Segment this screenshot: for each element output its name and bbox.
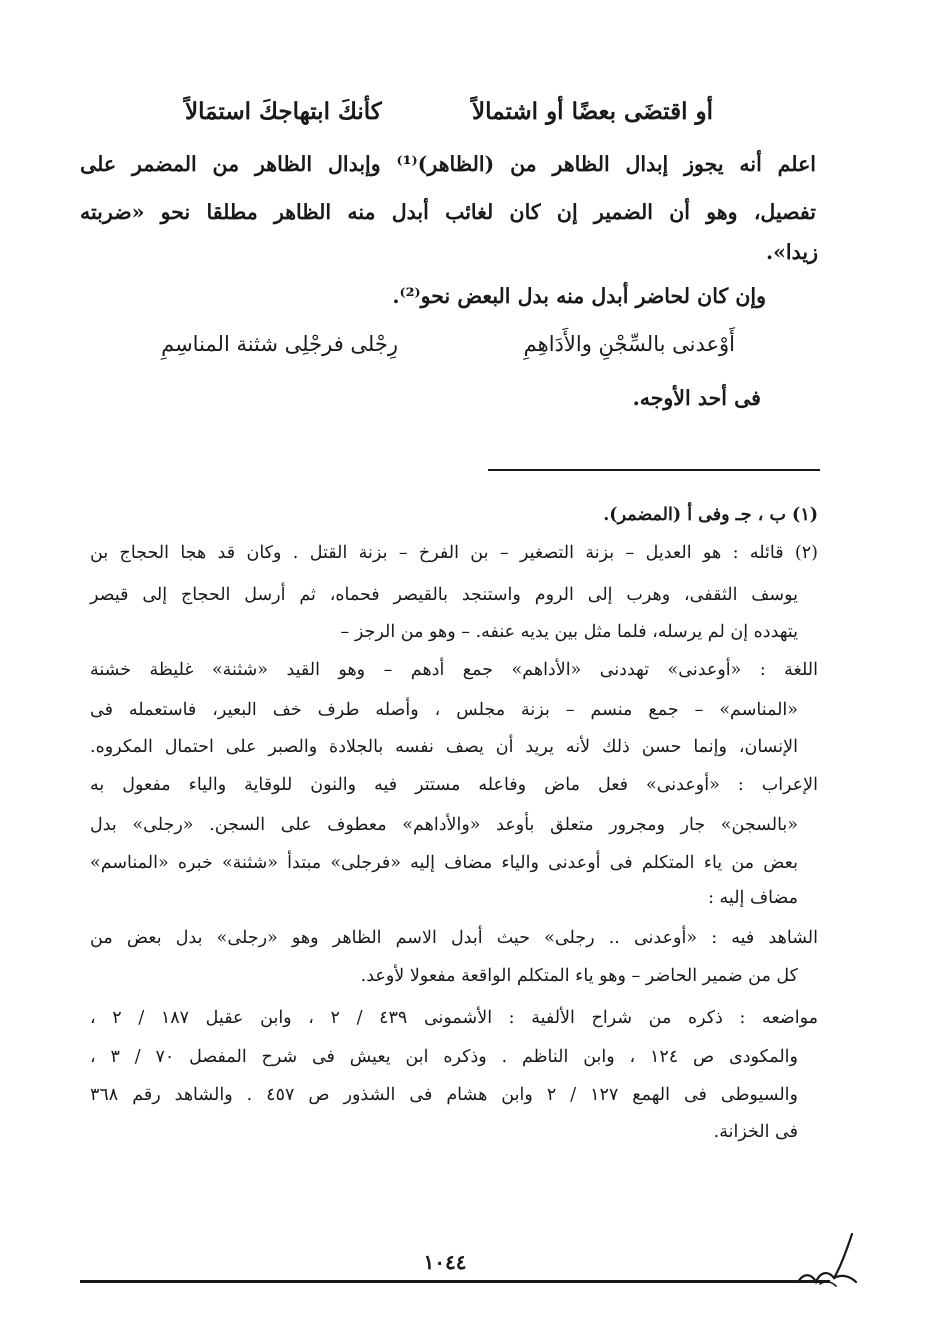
irab-line-4: مضاف إليه : <box>708 888 798 908</box>
mawadi-line-3: والسيوطى فى الهمع ١٢٧ / ٢ وابن هشام فى الشذور ص ٤٥٧ . والشاهد رقم ٣٦٨ <box>90 1085 798 1105</box>
body-line-1: اعلم أنه يجوز إبدال الظاهر من (الظاهر)⁽¹⁾ وإبدال الظاهر من المضمر على <box>80 152 816 176</box>
lugha-line-2: «المناسم» – جمع منسم – بزنة مجلس ، وأصله طرف خف البعير، فاستعمله فى <box>90 700 798 720</box>
footnote-2-line-2: يوسف الثقفى، وهرب إلى الروم واستنجد بالقيصر فحماه، ثم أرسل الحجاج إلى قيصر <box>90 585 798 605</box>
footnote-2-line-3: يتهدده إن لم يرسله، فلما مثل بين يديه عنفه. – وهو من الرجز – <box>340 622 798 642</box>
lugha-line-3: الإنسان، وإنما حسن ذلك لأنه يريد أن يصف نفسه بالجلادة والصبر على احتمال المكروه. <box>90 737 798 757</box>
body-line-2: تفصيل، وهو أن الضمير إن كان لغائب أبدل منه الظاهر مطلقا نحو «ضربته <box>80 200 816 224</box>
verse-header-left: كأنكَ ابتهاجكَ استمَالاً <box>185 98 382 125</box>
verse-right-hemistich: أَوْعدنى بالسِّجْنِ والأَدَاهِمِ <box>523 332 735 356</box>
irab-line-3: بعض من ياء المتكلم فى أوعدنى والياء مضاف إليه «فرجلى» مبتدأ «شثنة» خبره «المناسم» <box>90 853 798 873</box>
irab-line-1: الإعراب : «أوعدنى» فعل ماض وفاعله مستتر فيه والنون للوقاية والياء مفعول به <box>90 775 818 795</box>
footnote-separator <box>488 469 820 471</box>
page-number: ١٠٤٤ <box>423 1250 467 1274</box>
mawadi-line-2: والمكودى ص ١٢٤ ، وابن الناظم . وذكره ابن يعيش فى شرح المفصل ٧٠ / ٣ ، <box>90 1047 798 1067</box>
signature-mark <box>790 1212 860 1292</box>
shahid-line-2: كل من ضمير الحاضر – وهو ياء المتكلم الواقعة مفعولا لأوعد. <box>360 966 798 986</box>
verse-left-hemistich: رِجْلى فرجْلِى شثنة المناسِمِ <box>161 332 398 356</box>
shahid-line-1: الشاهد فيه : «أوعدنى .. رجلى» حيث أبدل الاسم الظاهر وهو «رجلى» بدل بعض من <box>90 928 818 948</box>
footnote-2-line-1: (٢) قائله : هو العديل – بزنة التصغير – بن الفرخ – بزنة القتل . وكان قد هجا الحجاج بن <box>90 543 818 563</box>
verse-header-right: أو اقتضَى بعضًا أو اشتمالاً <box>472 98 713 125</box>
bottom-rule <box>80 1280 830 1283</box>
mawadi-line-1: مواضعه : ذكره من شراح الألفية : الأشمونى ٤٣٩ / ٢ ، وابن عقيل ١٨٧ / ٢ ، <box>90 1008 819 1028</box>
mawadi-line-4: فى الخزانة. <box>713 1122 798 1142</box>
irab-line-2: «بالسجن» جار ومجرور متعلق بأوعد «والأداهم» معطوف على السجن. «رجلى» بدل <box>90 815 798 835</box>
lugha-line-1: اللغة : «أوعدنى» تهددنى «الأداهم» جمع أدهم – وهو القيد «شثنة» غليظة خشنة <box>90 660 818 680</box>
footnote-1: (١) ب ، جـ وفى أ (المضمر). <box>603 505 818 525</box>
body-line-3: زيدا». <box>765 240 818 264</box>
body-line-4: وإن كان لحاضر أبدل منه بدل البعض نحو⁽²⁾. <box>392 284 766 308</box>
body-line-5: فى أحد الأوجه. <box>632 386 761 410</box>
